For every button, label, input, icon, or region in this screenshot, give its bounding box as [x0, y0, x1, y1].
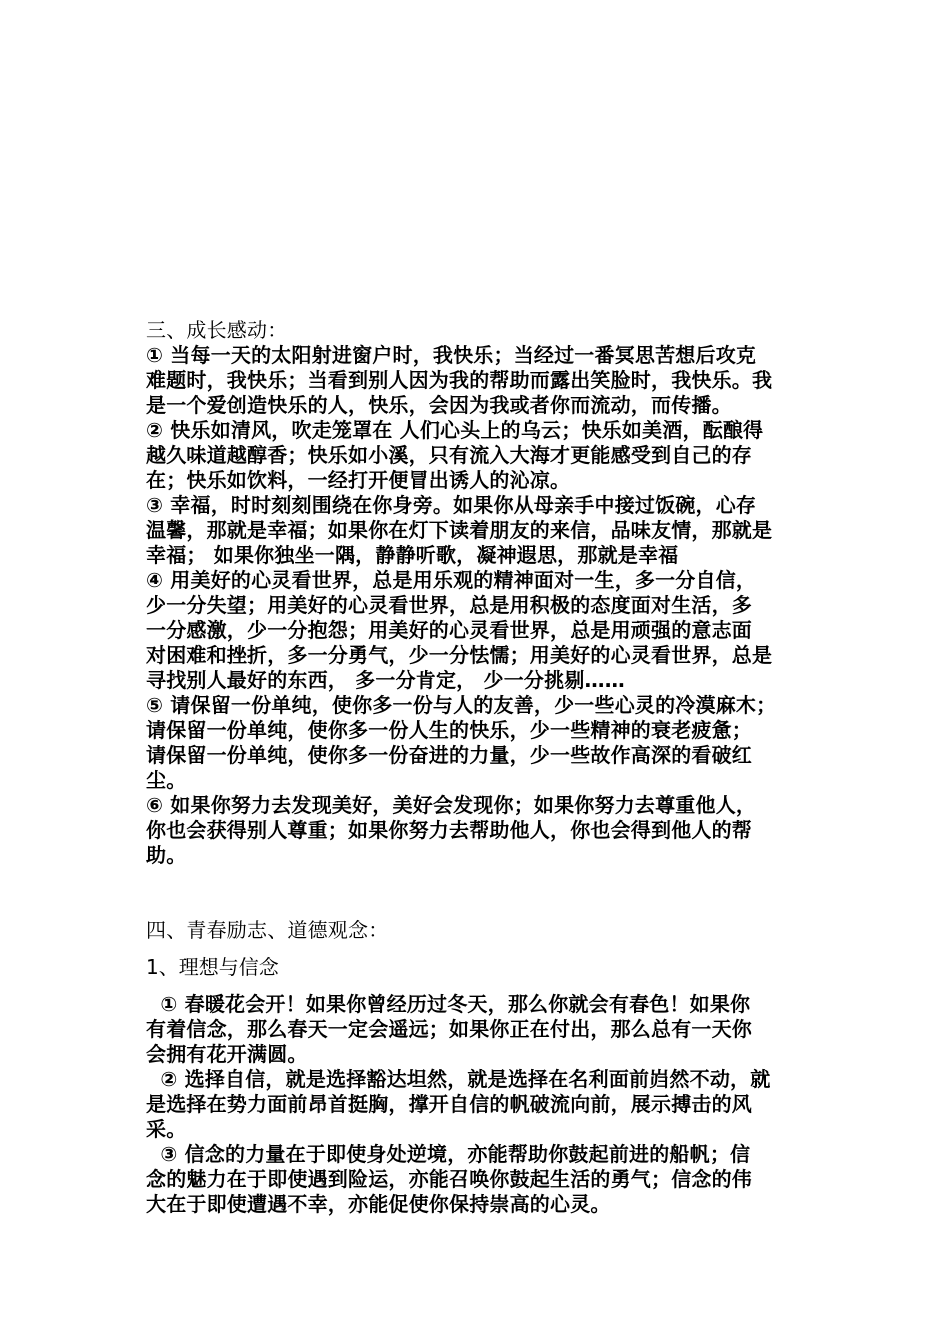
section-4-line: 是选择在势力面前昂首挺胸，撑开自信的帆破流向前，展示搏击的风 [146, 1092, 752, 1116]
section-4-subheading: 1、理想与信念 [146, 955, 279, 979]
spacer [146, 943, 818, 955]
section-3-line: 越久味道越醇香；快乐如小溪，只有流入大海才更能感受到自己的存 [146, 443, 752, 467]
section-3-line: 是一个爱创造快乐的人，快乐，会因为我或者你而流动，而传播。 [146, 393, 732, 417]
section-3-line: 温馨，那就是幸福；如果你在灯下读着朋友的来信，品味友情，那就是 [146, 518, 773, 542]
section-3-line: 一分感激，少一分抱怨；用美好的心灵看世界，总是用顽强的意志面 [146, 618, 752, 642]
section-4-line: 有着信念，那么春天一定会遥远；如果你正在付出，那么总有一天你 [146, 1017, 752, 1041]
section-3-line: 少一分失望；用美好的心灵看世界，总是用积极的态度面对生活，多 [146, 593, 752, 617]
section-3-line: 你也会获得别人尊重；如果你努力去帮助他人，你也会得到他人的帮 [146, 818, 752, 842]
section-3-line: 尘。 [146, 768, 187, 792]
section-3-line: ⑥ 如果你努力去发现美好，美好会发现你；如果你努力去尊重他人， [146, 793, 757, 817]
section-3-line: 助。 [146, 843, 187, 867]
section-3-line: ① 当每一天的太阳射进窗户时，我快乐；当经过一番冥思苦想后攻克 [146, 343, 757, 367]
section-3-line: 寻找别人最好的东西， 多一分肯定， 少一分挑剔…… [146, 668, 625, 692]
section-3-line: ③ 幸福，时时刻刻围绕在你身旁。如果你从母亲手中接过饭碗，心存 [146, 493, 757, 517]
spacer [146, 868, 818, 918]
section-3-line: ② 快乐如清风，吹走笼罩在 人们心头上的乌云；快乐如美酒，酝酿得 [146, 418, 764, 442]
section-4-line: 会拥有花开满圆。 [146, 1042, 308, 1066]
section-3-line: ⑤ 请保留一份单纯，使你多一份与人的友善，少一些心灵的冷漠麻木； [146, 693, 777, 717]
section-4-line: 念的魅力在于即使遇到险运，亦能召唤你鼓起生活的勇气；信念的伟 [146, 1167, 752, 1191]
section-4-heading: 四、青春励志、道德观念： [146, 918, 389, 942]
section-3-line: 请保留一份单纯，使你多一份奋进的力量，少一些故作高深的看破红 [146, 743, 752, 767]
section-3-line: 幸福； 如果你独坐一隅，静静听歌，凝神遐思，那就是幸福 [146, 543, 679, 567]
spacer [146, 980, 818, 992]
section-4-line: ③ 信念的力量在于即使身处逆境，亦能帮助你鼓起前进的船帆；信 [146, 1142, 751, 1166]
document-body [146, 318, 818, 1217]
section-4-line: ② 选择自信，就是选择豁达坦然，就是选择在名利面前岿然不动，就 [146, 1067, 771, 1091]
section-4-line: 大在于即使遭遇不幸，亦能促使你保持崇高的心灵。 [146, 1192, 611, 1216]
section-3-line: ④ 用美好的心灵看世界，总是用乐观的精神面对一生，多一分自信， [146, 568, 757, 592]
section-4-line: 采。 [146, 1117, 187, 1141]
section-3-line: 难题时，我快乐；当看到别人因为我的帮助而露出笑脸时，我快乐。我 [146, 368, 773, 392]
section-4-line: ① 春暖花会开！如果你曾经历过冬天，那么你就会有春色！如果你 [146, 992, 751, 1016]
section-3-line: 请保留一份单纯，使你多一份人生的快乐，少一些精神的衰老疲惫； [146, 718, 752, 742]
section-3-line: 对困难和挫折，多一分勇气，少一分怯懦；用美好的心灵看世界，总是 [146, 643, 773, 667]
section-3-line: 在；快乐如饮料，一经打开便冒出诱人的沁凉。 [146, 468, 571, 492]
section-3-heading: 三、成长感动： [146, 318, 288, 342]
